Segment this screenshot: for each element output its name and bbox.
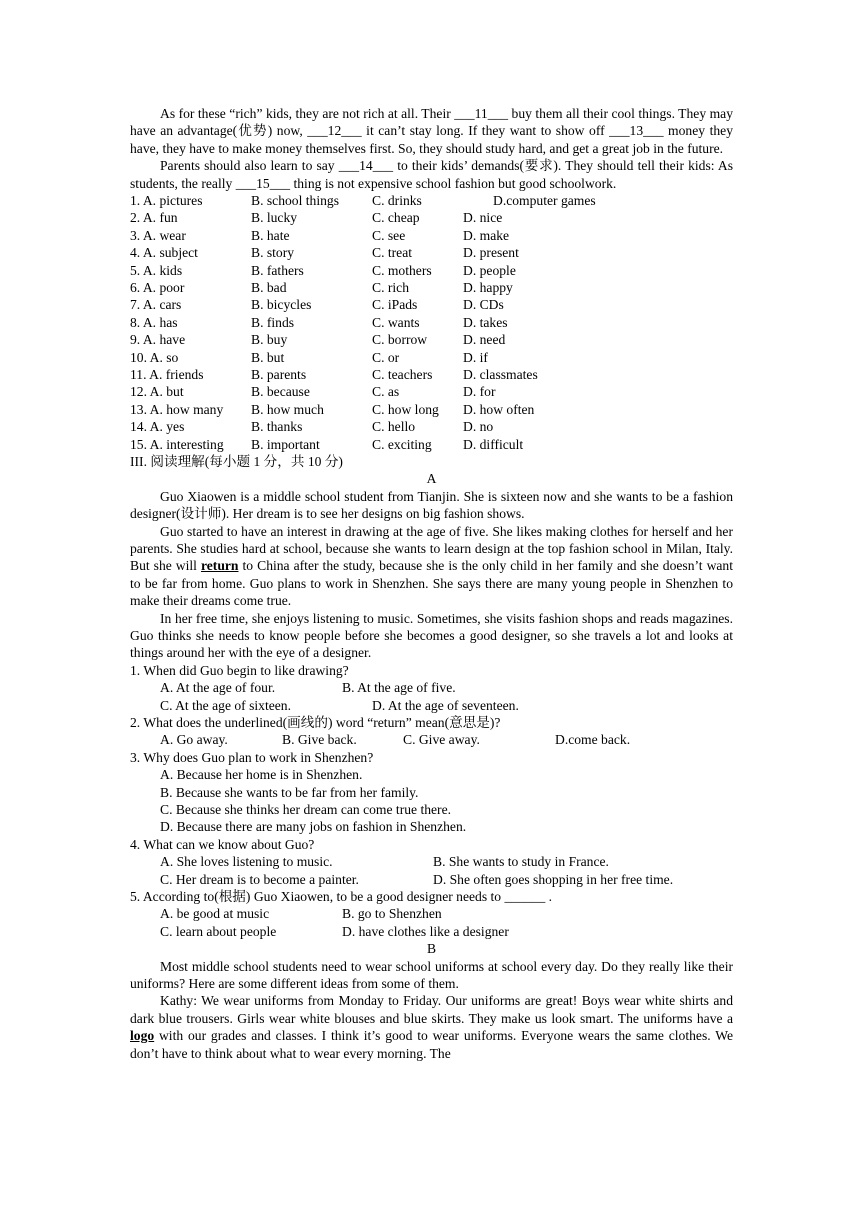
choice: C. Give away. [403, 732, 480, 748]
choice-row [160, 801, 733, 818]
option-a: 10. A. so [130, 349, 179, 365]
choice-row [160, 853, 733, 870]
choice-row [160, 784, 733, 801]
option-d: D. how often [463, 401, 535, 417]
choice: B. go to Shenzhen [342, 906, 442, 922]
option-row [130, 209, 733, 226]
choice-row [160, 818, 733, 835]
option-a: 8. A. has [130, 314, 178, 330]
passage-label: B [426, 941, 437, 957]
question [130, 749, 733, 836]
question-text: 3. Why does Guo plan to work in Shenzhen? [130, 749, 374, 765]
choice: D. have clothes like a designer [342, 923, 509, 939]
option-c: C. hello [372, 419, 416, 435]
choice: A. She loves listening to music. [160, 854, 333, 870]
choice: C. At the age of sixteen. [160, 697, 291, 713]
passage-paragraph [130, 523, 733, 610]
option-c: C. as [372, 384, 400, 400]
question [130, 714, 733, 749]
choice-row [160, 871, 733, 888]
choice: D. Because there are many jobs on fashion in Shenzhen. [160, 819, 467, 835]
passage-paragraph: Most middle school students need to wear school uniforms at school every day. Do they really like their uniforms? Here are some different ideas from some of them. [130, 958, 733, 991]
option-a: 14. A. yes [130, 419, 185, 435]
option-a: 3. A. wear [130, 227, 186, 243]
cloze-paragraph: Parents should also learn to say ___14___ to their kids’ demands(要求). They should tell their kids: As students, the really ___15___ thing is not expensive school fashion but good schoolwork. [130, 158, 733, 191]
option-d: D. no [463, 419, 494, 435]
option-row [130, 436, 733, 453]
option-d: D. if [463, 349, 488, 365]
option-row [130, 314, 733, 331]
option-b: B. story [251, 245, 295, 261]
option-d: D. people [463, 262, 516, 278]
choice: C. learn about people [160, 923, 277, 939]
question-text: 1. When did Guo begin to like drawing? [130, 662, 349, 678]
option-row [130, 331, 733, 348]
option-d: D. difficult [463, 436, 524, 452]
choices [130, 853, 733, 888]
option-b: B. parents [251, 366, 307, 382]
option-c: C. iPads [372, 297, 418, 313]
choice: A. Because her home is in Shenzhen. [160, 767, 363, 783]
choice: D. She often goes shopping in her free time. [433, 871, 674, 887]
text-segment: Guo started to have an interest in drawing at the age of five. She likes making clothes for herself and her parents. She studies hard at school, because she wants to learn design at the top fashion school in Milan, Italy. But she will [130, 523, 733, 574]
section-title: III. 阅读理解(每小题 1 分，共 10 分) [130, 453, 343, 469]
choice: A. be good at music [160, 906, 270, 922]
choice: B. Give back. [282, 732, 357, 748]
option-row [130, 366, 733, 383]
option-a: 11. A. friends [130, 366, 204, 382]
option-b: B. bad [251, 279, 287, 295]
underlined-word: logo [130, 1028, 155, 1044]
passage-paragraph: Guo Xiaowen is a middle school student from Tianjin. She is sixteen now and she wants to be a fashion designer(设计师). Her dream is to see her designs on big fashion shows. [130, 488, 733, 522]
option-b: B. important [251, 436, 320, 452]
option-b: B. buy [251, 332, 288, 348]
option-a: 6. A. poor [130, 279, 185, 295]
option-d: D.computer games [493, 193, 596, 209]
option-row [130, 349, 733, 366]
passage-label: A [426, 471, 437, 487]
option-c: C. drinks [372, 193, 422, 209]
cloze-options [130, 192, 733, 453]
cloze-paragraph: As for these “rich” kids, they are not rich at all. Their ___11___ buy them all their cool things. They may have an advantage(优势) now, ___12___ it can’t stay long. If they want to show off ___13___ money they have, they have to make money themselves first. So, they should study hard, and get a great job in the future. [130, 106, 733, 156]
option-a: 12. A. but [130, 384, 184, 400]
choice-row [160, 905, 733, 922]
option-row [130, 401, 733, 418]
underlined-word: return [200, 558, 239, 574]
option-d: D. need [463, 332, 506, 348]
option-row [130, 383, 733, 400]
option-b: B. how much [251, 401, 324, 417]
choices [130, 679, 733, 714]
option-a: 1. A. pictures [130, 193, 203, 209]
option-b: B. lucky [251, 210, 298, 226]
option-c: C. or [372, 349, 400, 365]
option-c: C. borrow [372, 332, 428, 348]
option-a: 9. A. have [130, 332, 186, 348]
choices [130, 905, 733, 940]
text-segment: to China after the study, because she is the only child in her family and she doesn’t want to be far from home. Guo plans to work in Shenzhen. She says there are many young people in Shenzhen to make their dreams come true. [130, 558, 733, 609]
option-b: B. but [251, 349, 285, 365]
question [130, 888, 733, 940]
choice-row [160, 697, 733, 714]
exam-page [130, 105, 733, 1062]
option-b: B. because [251, 384, 310, 400]
choice-row [160, 679, 733, 696]
option-d: D. classmates [463, 366, 538, 382]
choice: D.come back. [555, 732, 631, 748]
option-b: B. bicycles [251, 297, 312, 313]
option-row [130, 279, 733, 296]
option-row [130, 192, 733, 209]
option-c: C. mothers [372, 262, 432, 278]
question-text: 4. What can we know about Guo? [130, 836, 315, 852]
option-c: C. see [372, 227, 406, 243]
choice: A. Go away. [160, 732, 228, 748]
option-b: B. school things [251, 193, 339, 209]
question-text: 5. According to(根据) Guo Xiaowen, to be a good designer needs to ______ . [130, 888, 553, 904]
option-d: D. make [463, 227, 510, 243]
choice: B. At the age of five. [342, 680, 456, 696]
option-a: 13. A. how many [130, 401, 224, 417]
option-d: D. nice [463, 210, 503, 226]
option-a: 4. A. subject [130, 245, 198, 261]
choice: C. Her dream is to become a painter. [160, 871, 359, 887]
option-c: C. teachers [372, 366, 433, 382]
question [130, 662, 733, 714]
passage-paragraph [130, 992, 733, 1062]
option-b: B. hate [251, 227, 290, 243]
choice-row [160, 731, 733, 748]
option-d: D. present [463, 245, 519, 261]
option-row [130, 227, 733, 244]
option-a: 7. A. cars [130, 297, 182, 313]
option-a: 5. A. kids [130, 262, 183, 278]
option-c: C. rich [372, 279, 409, 295]
option-b: B. thanks [251, 419, 303, 435]
option-b: B. finds [251, 314, 295, 330]
option-c: C. wants [372, 314, 420, 330]
choice-row [160, 766, 733, 783]
option-d: D. takes [463, 314, 508, 330]
option-row [130, 296, 733, 313]
choices [130, 731, 733, 748]
question [130, 836, 733, 888]
option-b: B. fathers [251, 262, 304, 278]
option-row [130, 418, 733, 435]
option-d: D. for [463, 384, 496, 400]
choices [130, 766, 733, 836]
option-row [130, 262, 733, 279]
choice: A. At the age of four. [160, 680, 276, 696]
option-c: C. treat [372, 245, 413, 261]
choice-row [160, 923, 733, 940]
option-c: C. how long [372, 401, 439, 417]
choice: C. Because she thinks her dream can come true there. [160, 801, 452, 817]
choice: D. At the age of seventeen. [372, 697, 519, 713]
text-segment: with our grades and classes. I think it’s good to wear uniforms. Everyone wears the same clothes. We don’t have to think about what to wear every morning. The [130, 1028, 733, 1061]
question-text: 2. What does the underlined(画线的) word “return” mean(意思是)? [130, 714, 501, 730]
option-a: 2. A. fun [130, 210, 178, 226]
option-c: C. exciting [372, 436, 432, 452]
choice: B. Because she wants to be far from her family. [160, 784, 419, 800]
option-d: D. happy [463, 279, 513, 295]
text-segment: Kathy: We wear uniforms from Monday to Friday. Our uniforms are great! Boys wear white shirts and dark blue trousers. Girls wear white blouses and blue skirts. They make us look smart. The uniforms have a [130, 993, 733, 1026]
option-row [130, 244, 733, 261]
option-a: 15. A. interesting [130, 436, 224, 452]
choice: B. She wants to study in France. [433, 854, 609, 870]
option-c: C. cheap [372, 210, 420, 226]
passage-paragraph: In her free time, she enjoys listening to music. Sometimes, she visits fashion shops and reads magazines. Guo thinks she needs to know people before she becomes a good designer, so she travels a lot and looks at things around her with the eye of a designer. [130, 610, 733, 661]
option-d: D. CDs [463, 297, 504, 313]
